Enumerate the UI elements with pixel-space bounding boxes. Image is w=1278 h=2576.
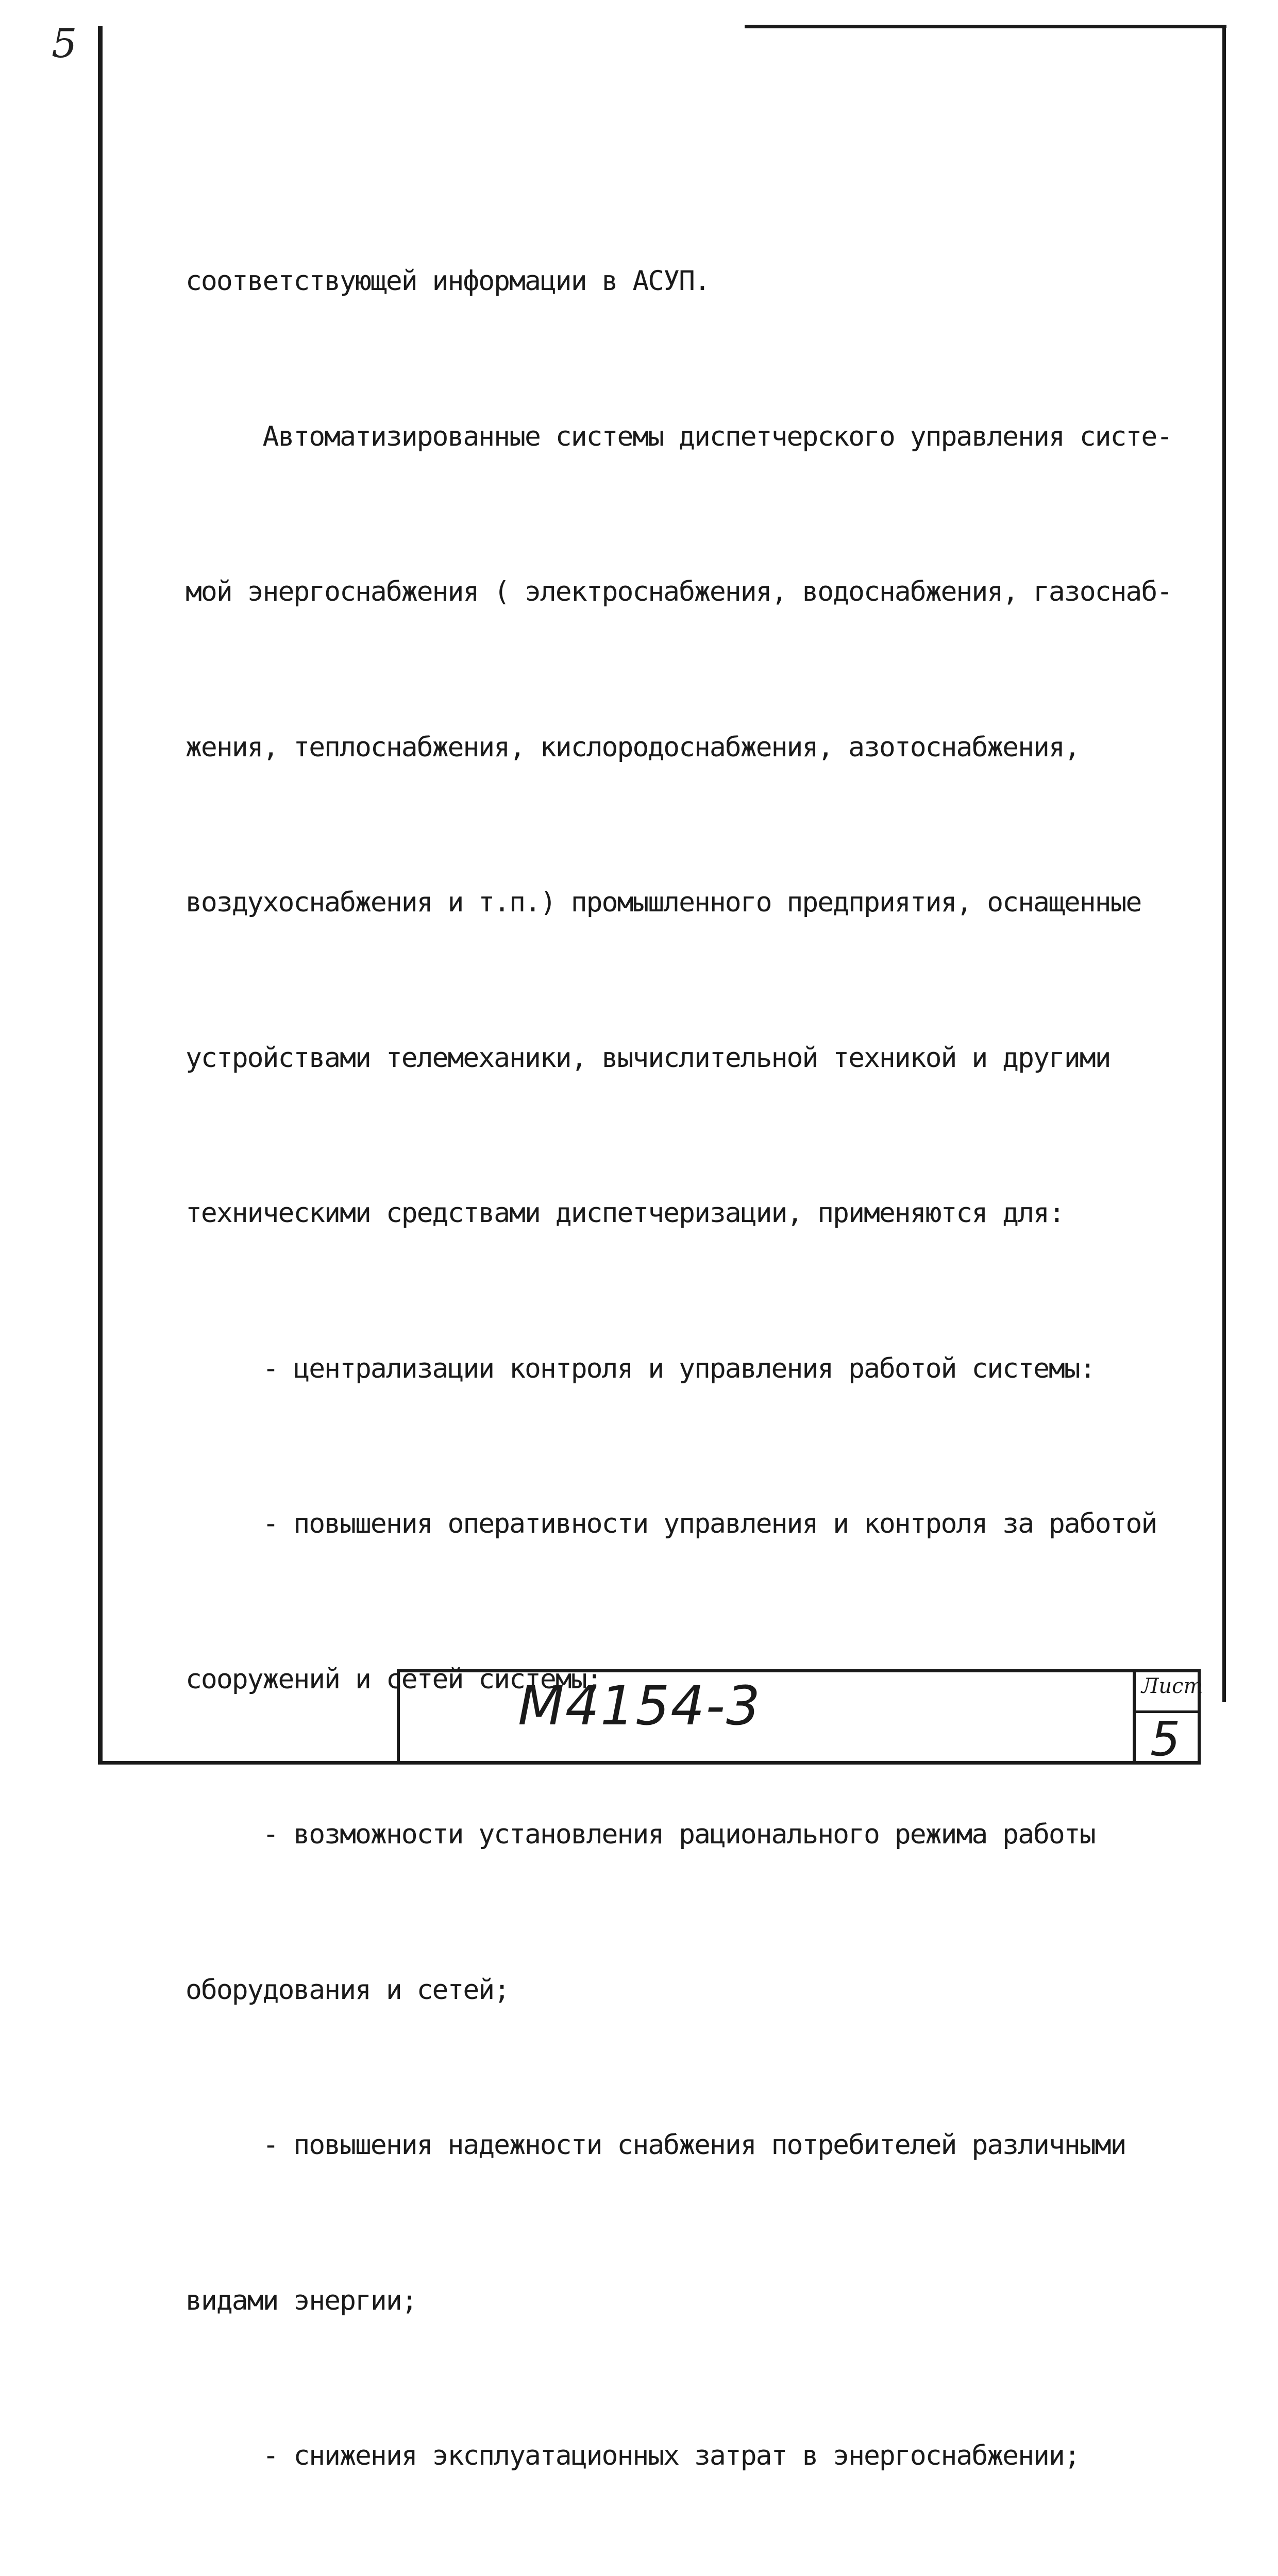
body-line: видами энергии; [186,2284,417,2316]
body-line: жения, теплоснабжения, кислородоснабжения, азотоснабжения, [186,731,1080,763]
frame-top-line [745,25,1226,28]
document-code: М4154-3 [518,1674,762,1737]
body-line: сооружений и сетей системы; [186,1663,602,1695]
body-line: устройствами телемеханики, вычислительной техникой и другими [186,1042,1111,1074]
sheet-label: Лист [1141,1674,1203,1698]
page-corner-number: 5 [52,21,77,67]
title-block [397,1669,1201,1761]
body-line: мой энергоснабжения ( электроснабжения, водоснабжения, газоснаб- [186,576,1172,607]
body-line: соответствующей информации в АСУП. [186,265,710,297]
body-line: - повышения надежности снабжения потребителей различными [186,2129,1126,2161]
body-line: - возможности установления рационального режима работы [186,1819,1095,1850]
body-line: - повышения оперативности управления и контроля за работой [186,1508,1157,1539]
body-line: - снижения эксплуатационных затрат в энергоснабжении; [186,2440,1080,2471]
body-line: оборудования и сетей; [186,1974,510,2006]
sheet-number: 5 [1150,1711,1181,1767]
body-line: - централизации контроля и управления работой системы: [186,1352,1095,1384]
frame-left-line [98,26,103,1763]
body-line: Автоматизированные системы диспетчерского управления систе- [186,420,1172,452]
body-line: воздухоснабжения и т.п.) промышленного предприятия, оснащенные [186,887,1141,918]
document-body [186,152,1226,2576]
body-line: техническими средствами диспетчеризации, применяются для: [186,1197,1064,1229]
